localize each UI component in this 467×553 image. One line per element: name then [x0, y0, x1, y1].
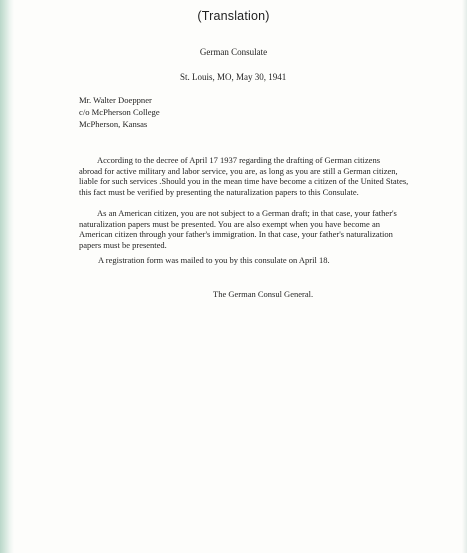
recipient-care-of: c/o McPherson College [79, 107, 160, 117]
paragraph-line: liable for such services .Should you in the mean time have become a citizen of the United States, [79, 176, 409, 187]
paragraph-draft-decree [79, 155, 409, 197]
recipient-name: Mr. Walter Doeppner [79, 95, 152, 105]
letter-date: St. Louis, MO, May 30, 1941 [180, 72, 287, 82]
signoff: The German Consul General. [213, 289, 314, 299]
paragraph-line: According to the decree of April 17 1937 regarding the drafting of German citizens [97, 155, 380, 165]
paragraph-line: American citizen through your father's immigration. In that case, your father's naturalization [79, 229, 393, 240]
translation-heading: (Translation) [197, 9, 270, 23]
paragraph-line: papers must be presented. [79, 239, 167, 250]
paragraph-line: this fact must be verified by presenting the naturalization papers to this Consulate. [79, 186, 359, 197]
scan-edge-right [462, 0, 467, 553]
paragraph-line: As an American citizen, you are not subject to a German draft; in that case, your father's [97, 208, 397, 218]
recipient-address [79, 94, 160, 130]
recipient-city: McPherson, Kansas [79, 119, 148, 129]
paragraph-line: abroad for active military and labor service, you are, as long as you are still a German citizen, [79, 165, 398, 176]
paragraph-american-citizen [79, 208, 397, 250]
scan-edge-shadow [0, 0, 14, 553]
paragraph-registration-form: A registration form was mailed to you by this consulate on April 18. [98, 255, 330, 265]
letterhead-office: German Consulate [199, 47, 268, 57]
paragraph-line: naturalization papers must be presented. You are also exempt when you have become an [79, 218, 380, 229]
